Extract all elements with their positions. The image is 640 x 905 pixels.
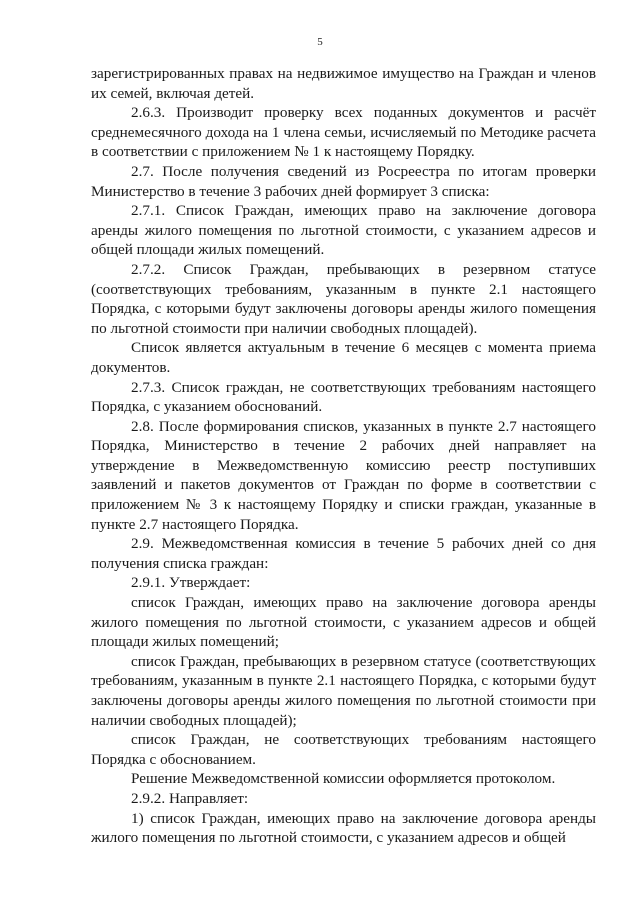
paragraph-2-8: 2.8. После формирования списков, указанных в пункте 2.7 настоящего Порядка, Министерство в течение 2 рабочих дней направляет на утверждение в Межведомственную комиссию реестр поступивших заявлений и пакетов документов от Граждан по форме в соответствии с приложением № 3 к настоящему Порядку и списки граждан, указанные в пункте 2.7 настоящего Порядка. (91, 417, 596, 533)
page-number: 5 (317, 36, 323, 48)
paragraph-send-list-1: 1) список Граждан, имеющих право на заключение договора аренды жилого помещения по льготной стоимости, с указанием адресов и общей (91, 809, 596, 847)
document-body (91, 64, 596, 848)
paragraph-list-validity: Список является актуальным в течение 6 месяцев с момента приема документов. (91, 339, 596, 376)
paragraph-2-7-1: 2.7.1. Список Граждан, имеющих право на заключение договора аренды жилого помещения по льготной стоимости, с указанием адресов и общей площади жилых помещений. (91, 202, 596, 259)
paragraph-2-7-3: 2.7.3. Список граждан, не соответствующих требованиям настоящего Порядка, с указанием обоснований. (91, 378, 596, 416)
paragraph-continuation: зарегистрированных правах на недвижимое имущество на Граждан и членов их семей, включая детей. (91, 65, 596, 102)
paragraph-approve-list-reserve: список Граждан, пребывающих в резервном статусе (соответствующих требованиям, указанным в пункте 2.1 настоящего Порядка, с которыми будут заключены договоры аренды жилого помещения по льготной стоимости при наличии свободных площадей); (91, 652, 596, 729)
paragraph-2-7-2: 2.7.2. Список Граждан, пребывающих в резервном статусе (соответствующих требованиям, указанным в пункте 2.1 настоящего Порядка, с которыми будут заключены договоры аренды жилого помещения по льготной стоимости при наличии свободных площадей). (91, 260, 596, 337)
paragraph-2-7: 2.7. После получения сведений из Росреестра по итогам проверки Министерство в течение 3 рабочих дней формирует 3 списка: (91, 162, 596, 200)
paragraph-approve-list-rejected: список Граждан, не соответствующих требованиям настоящего Порядка с обоснованием. (91, 731, 596, 768)
paragraph-commission-decision: Решение Межведомственной комиссии оформляется протоколом. (131, 770, 556, 788)
paragraph-2-9: 2.9. Межведомственная комиссия в течение 5 рабочих дней со дня получения списка граждан: (91, 535, 596, 572)
paragraph-approve-list-eligible: список Граждан, имеющих право на заключение договора аренды жилого помещения по льготной стоимости, с указанием адресов и общей площади жилых помещений; (91, 594, 596, 651)
paragraph-2-9-2: 2.9.2. Направляет: (131, 789, 249, 807)
paragraph-2-9-1: 2.9.1. Утверждает: (131, 574, 251, 592)
paragraph-2-6-3: 2.6.3. Производит проверку всех поданных документов и расчёт среднемесячного дохода на 1 члена семьи, исчисляемый по Методике расчета в соответствии с приложением № 1 к настоящему Порядку. (91, 104, 596, 161)
